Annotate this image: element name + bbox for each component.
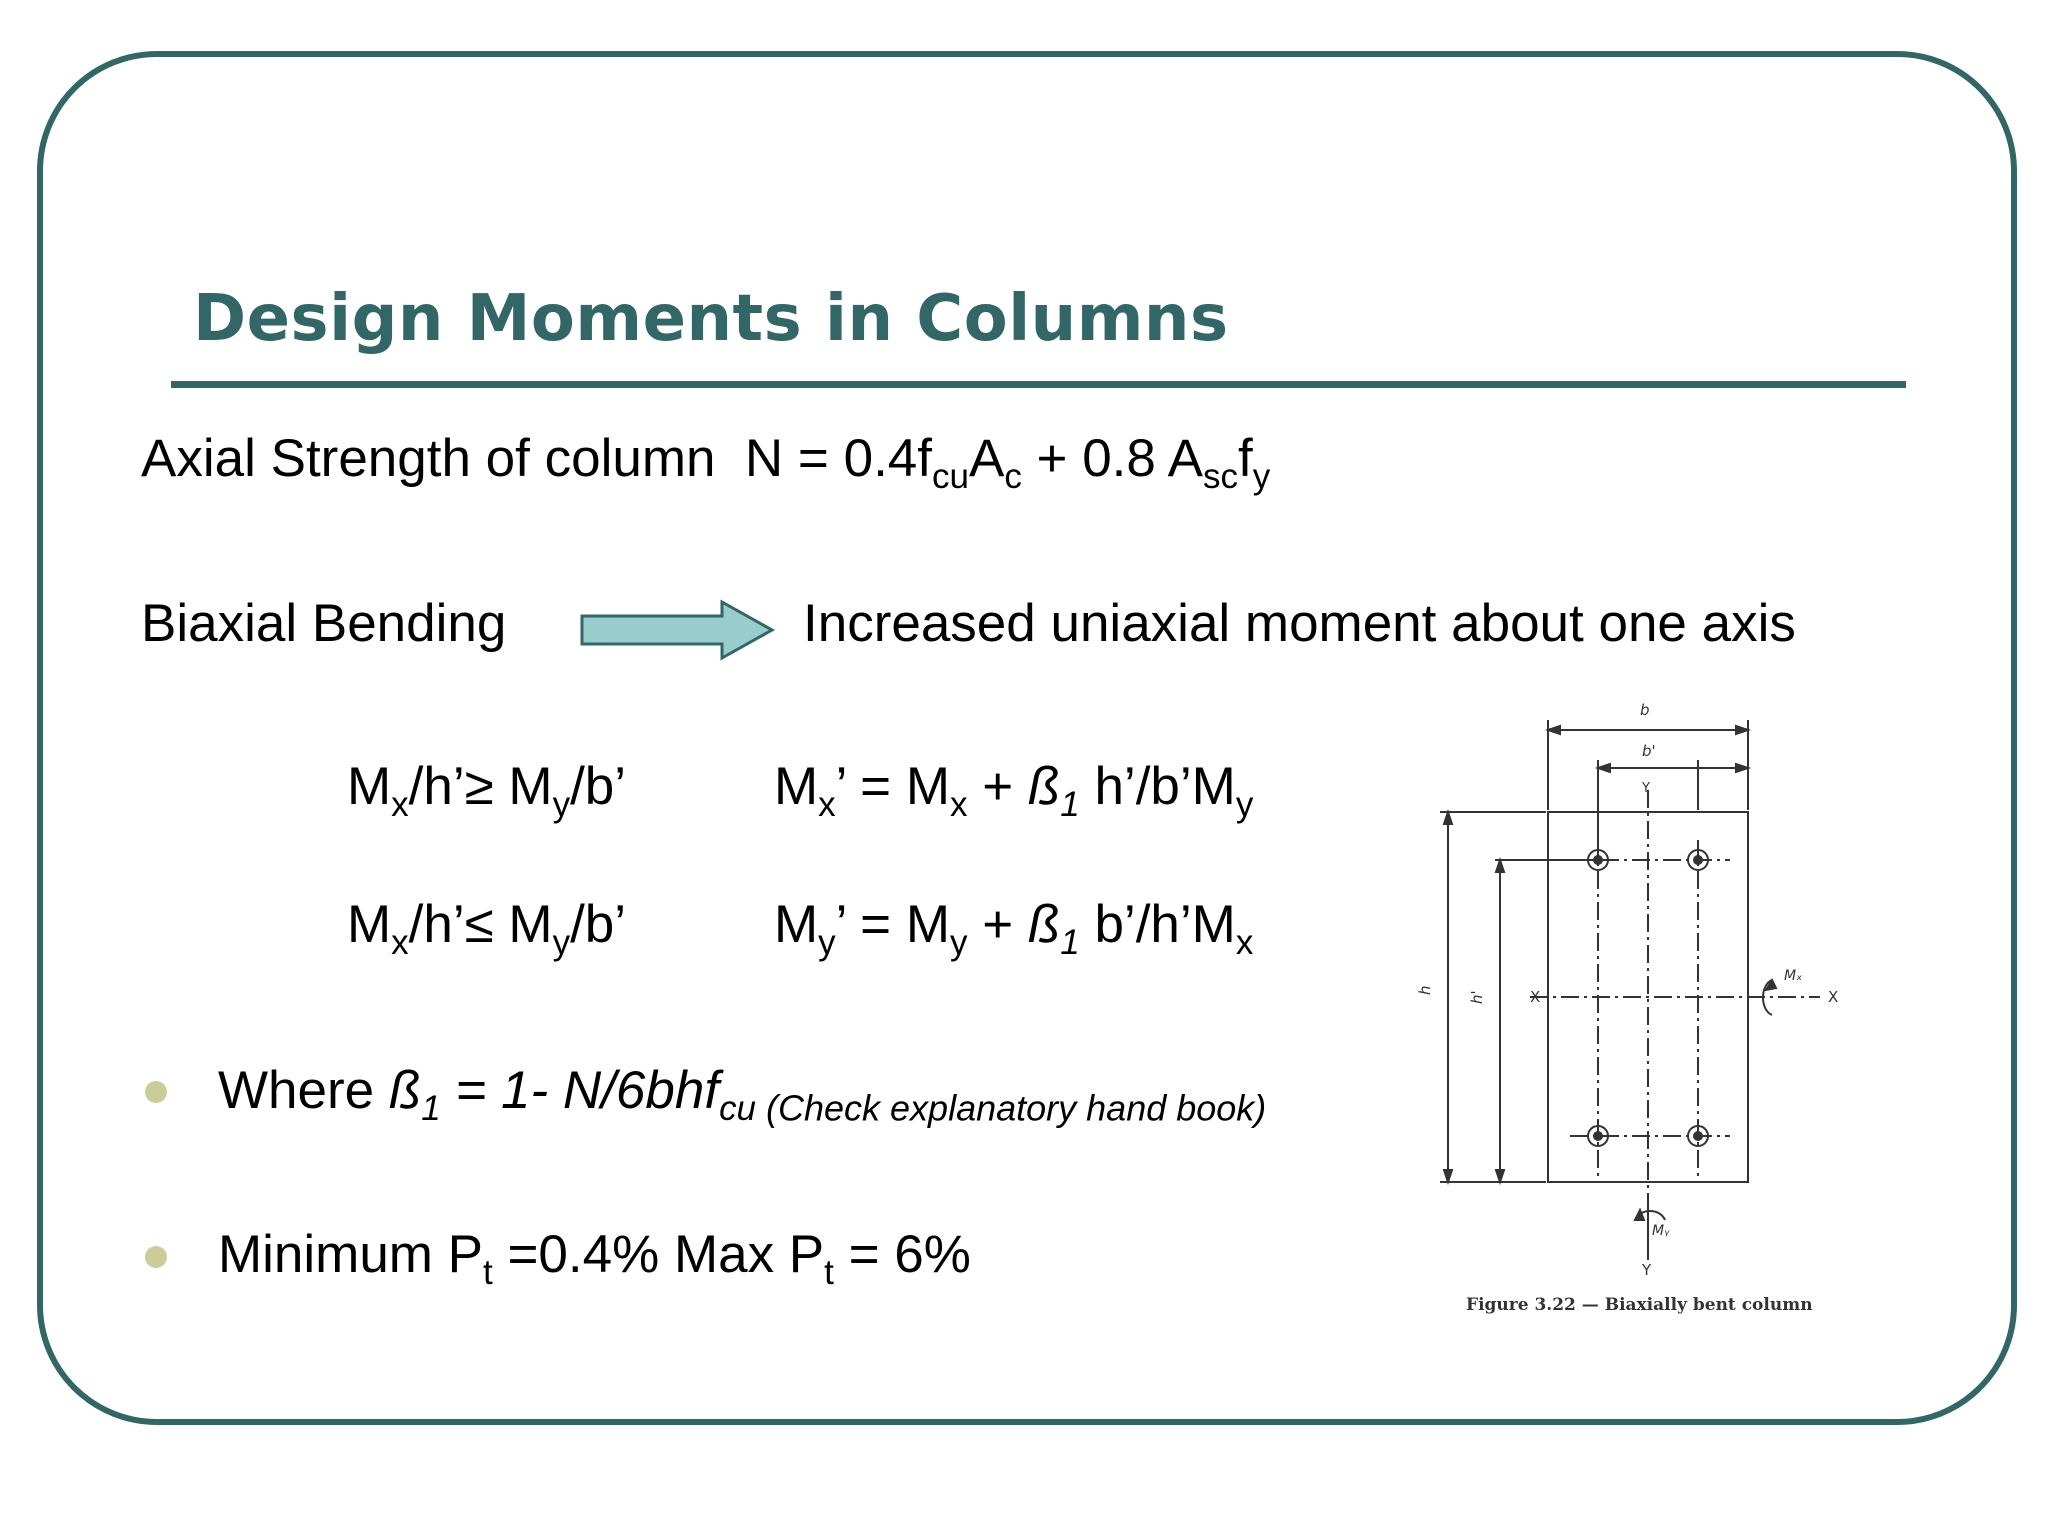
eq1-res-x2: x [950,785,968,825]
b1-note: (Check explanatory hand book) [756,1087,1267,1129]
eq1-one: 1 [1060,785,1080,825]
bullet-1-text [218,1061,1267,1129]
right-arrow-icon [580,600,780,660]
eq2-beta: ß [1027,895,1061,954]
eq2-res-mid: ’ = M [835,895,950,954]
b2-min-val: =0.4% Max P [492,1225,825,1284]
eq2-res-y: y [818,923,836,963]
axial-label: Axial Strength of column [141,429,716,488]
equation-1-condition [347,757,627,825]
b2-sub-t2: t [824,1253,834,1293]
b1-one: 1 [421,1089,441,1129]
equation-1-result [774,757,1254,825]
equation-2-result [774,895,1254,963]
fig-label-hp: h' [1468,990,1486,1004]
eq2-res-x: x [1235,923,1254,963]
fig-label-bp: b' [1642,742,1656,760]
eq2-cond-M: M [347,895,392,954]
fig-label-Mx: Mₓ [1784,968,1803,984]
axial-A: A [968,429,1005,488]
eq2-res-M: M [774,895,819,954]
eq1-res-mid: ’ = M [835,757,950,816]
figure-caption: Figure 3.22 — Biaxially bent column [1466,1295,1813,1315]
fig-label-X-left: X [1530,988,1541,1006]
eq2-one: 1 [1060,923,1080,963]
axial-f: f [1238,429,1253,488]
eq1-res-tail: h’/b’M [1079,757,1236,816]
eq1-cond-y: y [552,785,571,825]
title-underline [171,381,1906,388]
eq2-res-y2: y [950,923,968,963]
fig-label-h: h [1416,985,1434,995]
eq1-cond-M: M [347,757,392,816]
slide-title: Design Moments in Columns [193,282,1229,356]
eq2-res-plus: + [967,895,1028,954]
axial-sub-c: c [1004,457,1022,497]
bullet-dot-1 [145,1081,167,1103]
eq1-res-M: M [774,757,819,816]
biaxial-left: Biaxial Bending [141,594,507,653]
b2-max-val: = 6% [833,1225,971,1284]
b2-min: Minimum P [218,1225,484,1284]
eq2-cond-end: /b’ [570,895,627,954]
eq1-res-plus: + [967,757,1028,816]
fig-label-Y-bottom: Y [1642,1261,1652,1279]
fig-label-X-right: X [1828,988,1839,1006]
biaxial-right: Increased uniaxial moment about one axis [803,594,1796,653]
axial-N: N = 0.4f [744,429,933,488]
eq1-cond-x: x [391,785,409,825]
eq1-res-x: x [818,785,836,825]
eq2-cond-x: x [391,923,409,963]
eq1-cond-mid: /h’≥ M [408,757,553,816]
bullet-2-text [218,1225,971,1293]
axial-sub-sc: sc [1203,457,1238,497]
eq2-cond-y: y [552,923,571,963]
bullet-dot-2 [145,1246,167,1268]
fig-label-My: Mᵧ [1652,1223,1670,1239]
b1-sub-cu: cu [719,1089,756,1129]
axial-strength-line [141,429,1271,497]
b1-formula: = 1- N/6bhf [440,1061,720,1120]
axial-sub-cu: cu [932,457,969,497]
b1-where: Where [218,1061,389,1120]
fig-label-Y-top: Y [1642,781,1650,796]
b2-sub-t: t [483,1253,493,1293]
fig-label-b: b [1640,701,1650,719]
eq1-beta: ß [1027,757,1061,816]
eq2-cond-mid: /h’≤ M [408,895,553,954]
b1-beta: ß [388,1061,422,1120]
eq1-cond-end: /b’ [570,757,627,816]
axial-plus: + 0.8 A [1021,429,1204,488]
eq2-res-tail: b’/h’M [1079,895,1236,954]
equation-2-condition [347,895,627,963]
axial-sub-y: y [1252,457,1271,497]
eq1-res-y: y [1235,785,1254,825]
biaxial-column-figure [1416,700,1880,1330]
